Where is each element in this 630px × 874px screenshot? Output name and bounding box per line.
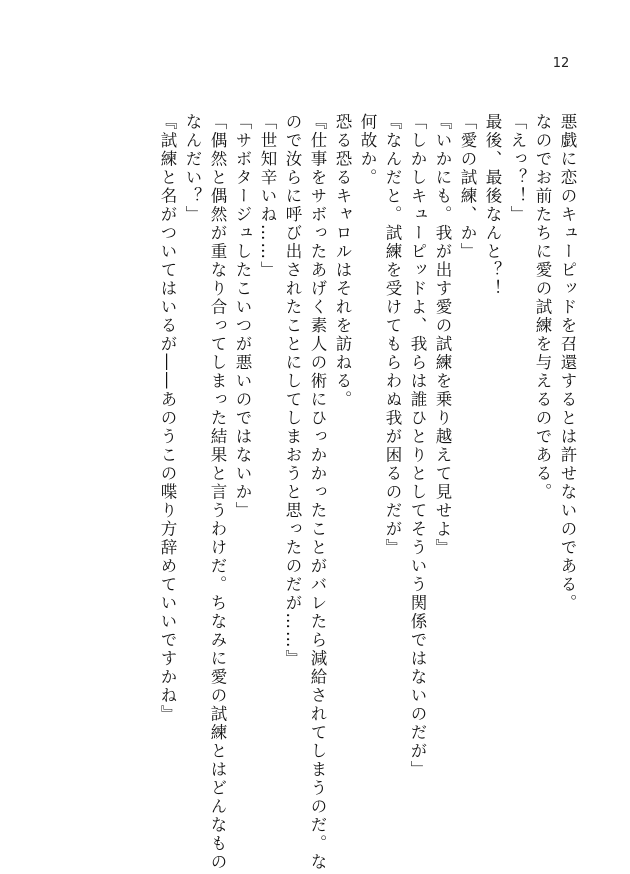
text-line: 「しかしキューピッドよ、我らは誰ひとりとしてそういう関係ではないのだが」 [408,113,427,779]
text-line: 「えっ？！」 [508,113,527,224]
page-number: 12 [552,56,570,71]
text-line: 『試練と名がついてはいるが――あのうこの喋り方辞めていいですかね』 [158,113,177,724]
text-line: 恐る恐るキャロルはそれを訪ねる。 [333,113,352,409]
text-line: 『なんだと。試練を受けてもらわぬ我が困るのだが』 [383,113,402,557]
text-line: ので汝らに呼び出されたことにしてしまおうと思ったのだが……』 [283,113,302,668]
text-line: 「サボタージュしたこいつが悪いのではないか」 [233,113,252,520]
text-line: 悪戯に恋のキューピッドを召還するとは許せないのである。 [558,113,577,613]
text-line: 「世知辛いね……」 [258,113,277,280]
text-line: 『仕事をサボったあげく素人の術にひっかかったことがバレたら減給されてしまうのだ。な [308,113,327,872]
text-line: なんだい？」 [183,113,202,224]
text-line: 「偶然と偶然が重なり合ってしまった結果と言うわけだ。ちなみに愛の試練とはどんなもの [208,113,227,872]
text-line: なのでお前たちに愛の試練を与えるのである。 [533,113,552,502]
text-line: 「愛の試練、か」 [458,113,477,261]
vertical-text-body [155,113,580,872]
text-line: 『いかにも。我が出す愛の試練を乗り越えて見せよ』 [433,113,452,557]
text-line: 最後、最後なんと？！ [483,113,502,298]
text-line: 何故か。 [358,113,377,187]
